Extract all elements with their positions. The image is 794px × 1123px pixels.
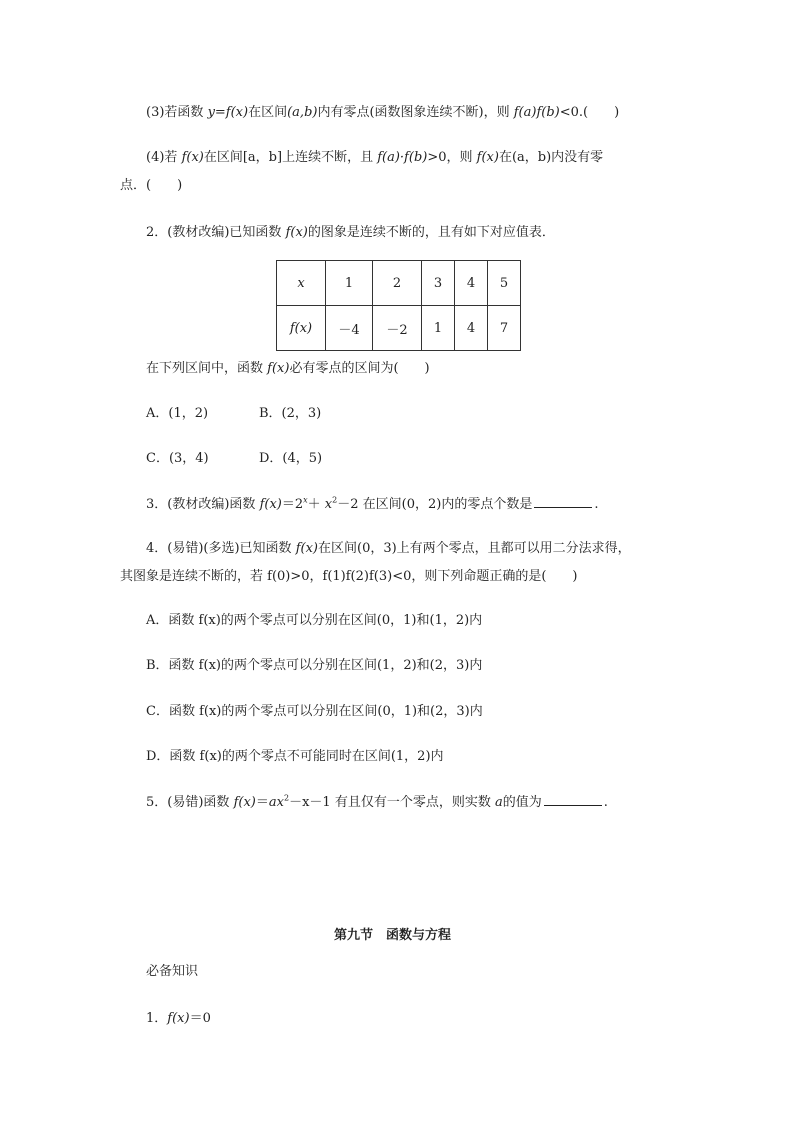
question-5-fx: f(x) [233, 795, 256, 810]
question-5-rest: －x－1 有且仅有一个零点，则实数 [289, 795, 495, 810]
question-2-option-d: D．(4，5) [259, 451, 323, 466]
question-3-prefix: 3．(教材改编)函数 [146, 497, 260, 512]
question-3 [146, 495, 598, 514]
question-2-option-c: C．(3，4) [146, 451, 209, 466]
table-cell: －2 [373, 306, 422, 351]
table-cell: 2 [373, 261, 422, 306]
question-4-line2: 其图象是连续不断的，若 f(0)>0，f(1)f(2)f(3)<0，则下列命题正确的是( ) [120, 569, 578, 584]
question-3-end: . [594, 497, 599, 512]
question-2-fx: f(x) [285, 225, 308, 240]
judgement-3-post: 内有零点(函数图象连续不断)，则 [317, 105, 514, 120]
judgement-3 [146, 104, 619, 122]
question-5-a: a [268, 795, 277, 810]
table-cell: 5 [488, 261, 521, 306]
judgement-3-eq: y=f(x) [207, 105, 249, 120]
question-2-option-a: A．(1，2) [146, 406, 209, 421]
judgement-3-pre: 若函数 [164, 105, 208, 120]
question-5-x: x [276, 795, 284, 810]
answer-blank[interactable] [544, 793, 602, 806]
answer-blank[interactable] [534, 495, 592, 508]
table-cell: 3 [422, 261, 455, 306]
judgement-4-line2: 点．( ) [120, 178, 183, 193]
table-header-x: x [277, 261, 326, 306]
section-subtitle: 必备知识 [146, 964, 199, 979]
table-row-fx [277, 306, 521, 351]
question-3-eq: ＝2 [281, 497, 304, 512]
judgement-4-mid: 在区间[a，b]上连续不断，且 [203, 150, 378, 165]
section-item-1 [146, 1010, 211, 1028]
table-cell: －4 [326, 306, 373, 351]
question-2-prefix: 2．(教材改编)已知函数 [146, 225, 286, 240]
table-cell: 4 [455, 306, 488, 351]
section-item-1-post: ＝0 [189, 1011, 211, 1026]
question-3-exp-x: x [303, 495, 308, 505]
judgement-3-paren: ( ) [583, 105, 620, 120]
value-table [276, 260, 521, 351]
judgement-4-pre: 若 [164, 150, 182, 165]
question-4-option-d: D．函数 f(x)的两个零点不可能同时在区间(1，2)内 [146, 749, 444, 764]
question-4-option-a: A．函数 f(x)的两个零点可以分别在区间(0，1)和(1，2)内 [146, 613, 483, 628]
question-4-post: 在区间(0，3)上有两个零点，且都可以用二分法求得， [318, 541, 631, 556]
question-3-minus: －2 在区间(0，2)内的零点个数是 [337, 497, 533, 512]
question-5-exp-2: 2 [283, 793, 290, 803]
judgement-3-mid: 在区间 [248, 105, 288, 120]
question-3-plus: ＋ [307, 497, 325, 512]
question-4-prefix: 4．(易错)(多选)已知函数 [146, 541, 296, 556]
question-4-option-c: C．函数 f(x)的两个零点可以分别在区间(0，1)和(2，3)内 [146, 704, 483, 719]
table-cell: 1 [422, 306, 455, 351]
question-5-a2: a [494, 795, 503, 810]
judgement-3-num: (3) [146, 105, 165, 120]
question-5 [146, 793, 608, 812]
section-item-1-pre: 1． [146, 1011, 168, 1026]
question-3-x2: x [324, 497, 333, 512]
question-2-stem [146, 224, 555, 242]
table-cell: 7 [488, 306, 521, 351]
judgement-4-cond: f(a)·f(b) [377, 150, 428, 165]
judgement-3-tail: <0. [559, 105, 584, 120]
question-4-option-b: B．函数 f(x)的两个零点可以分别在区间(1，2)和(2，3)内 [146, 658, 483, 673]
question-5-end: . [603, 795, 608, 810]
judgement-4-fx2: f(x) [476, 150, 499, 165]
judgement-4-line1 [146, 149, 603, 167]
judgement-3-interval: (a,b) [287, 105, 318, 120]
question-2-question [146, 360, 430, 378]
table-header-fx: f(x) [277, 306, 326, 351]
judgement-4-post: 在(a，b)内没有零 [498, 150, 604, 165]
question-4-fx: f(x) [295, 541, 318, 556]
judgement-3-cond: f(a)f(b) [513, 105, 560, 120]
section-title: 第九节 函数与方程 [334, 928, 452, 943]
question-2-option-b: B．(2，3) [259, 406, 322, 421]
question-2-question-pre: 在下列区间中，函数 [146, 361, 268, 376]
question-3-fx: f(x) [259, 497, 282, 512]
question-2-question-post: 必有零点的区间为( ) [289, 361, 430, 376]
question-2-question-fx: f(x) [267, 361, 290, 376]
judgement-4-num: (4) [146, 150, 165, 165]
table-cell: 1 [326, 261, 373, 306]
judgement-4-gt: >0，则 [427, 150, 477, 165]
section-item-1-fx: f(x) [167, 1011, 190, 1026]
question-3-exp-2: 2 [332, 495, 338, 505]
table-row-x [277, 261, 521, 306]
judgement-4-fx: f(x) [181, 150, 204, 165]
table-cell: 4 [455, 261, 488, 306]
question-5-eq: ＝ [255, 795, 269, 810]
question-5-prefix: 5．(易错)函数 [146, 795, 234, 810]
question-4-line1 [146, 540, 631, 558]
question-2-suffix: 的图象是连续不断的，且有如下对应值表． [307, 225, 555, 240]
question-5-post: 的值为 [502, 795, 542, 810]
